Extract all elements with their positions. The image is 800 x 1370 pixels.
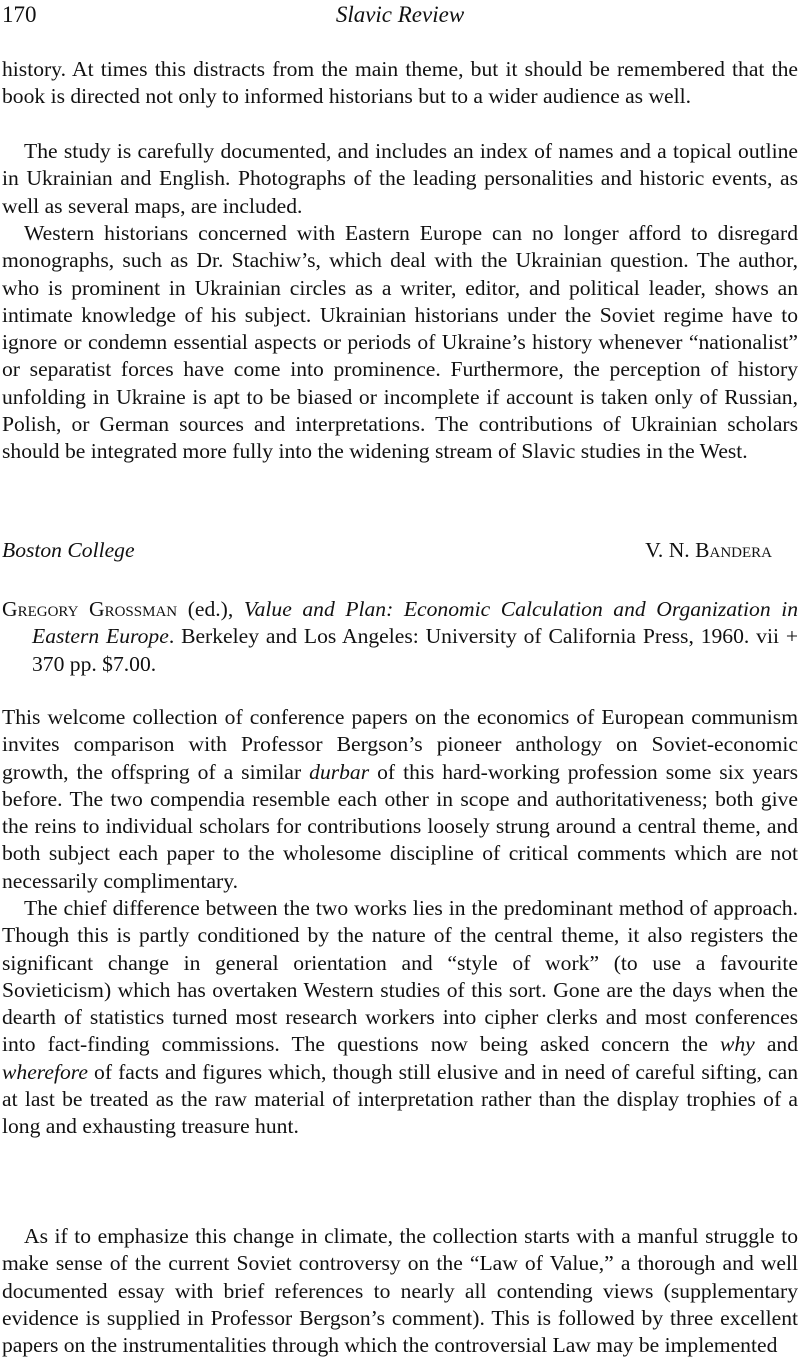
emphasis: wherefore bbox=[2, 1059, 88, 1084]
page-header bbox=[0, 0, 800, 36]
text: The chief difference between the two works lies in the predominant method of approach. Though this is partly conditioned by the nature of the central theme, it also registers the significant change in general orientation and “style of work” (to use a favourite Sovieticism) which has overtaken Western studies of this sort. Gone are the days when the dearth of statistics turned most research workers into cipher clerks and most conferences into fact-finding commissions. The questions now being asked concern the bbox=[2, 896, 798, 1057]
journal-title: Slavic Review bbox=[335, 2, 465, 27]
text: This welcome collection of conference papers on the economics of European communism invites comparison with Professor Bergson’s pioneer anthology on Soviet-economic growth, the offspring of a similar bbox=[2, 705, 798, 784]
emphasis: durbar bbox=[309, 759, 370, 784]
review1-paragraph-3: Western historians concerned with Eastern Europe can no longer afford to disregard monographs, such as Dr. Stachiw’s, which deal with the Ukrainian question. The author, who is prominent in Ukrainian circles as a writer, editor, and political leader, shows an intimate knowledge of his subject. Ukrainian historians under the Soviet regime have to ignore or condemn essential aspects or periods of Ukraine’s history whenever “nationalist” or separatist forces have come into prominence. Furthermore, the perception of history unfolding in Ukraine is apt to be biased or incomplete if account is taken only of Russian, Polish, or German sources and interpretations. The contributions of Ukrainian scholars should be integrated more fully into the widening stream of Slavic studies in the West. bbox=[2, 221, 798, 464]
review1-paragraph-1: history. At times this distracts from the main theme, but it should be remembered that the book is directed not only to informed historians but to a wider audience as well. bbox=[2, 57, 798, 109]
book-title: Value and Plan: Economic Calculation and Organization in Eastern Europe bbox=[32, 597, 798, 649]
editor-note: (ed.), bbox=[177, 597, 244, 621]
review2-paragraph-1 bbox=[2, 704, 798, 895]
book-citation bbox=[2, 596, 798, 678]
reviewer-institution: Boston College bbox=[2, 538, 135, 562]
publication-info: . Berkeley and Los Angeles: University of California Press, 1960. vii + 370 pp. $7.00. bbox=[32, 624, 798, 676]
emphasis: why bbox=[719, 1032, 755, 1057]
reviewer-name: V. N. Bandera bbox=[645, 538, 772, 562]
text: of this hard-working profession some six years before. The two compendia resemble each other in scope and authoritativeness; both give the reins to individual scholars for contributions loosely strung around a central theme, and both subject each paper to the wholesome discipline of critical comments which are not necessarily complimentary. bbox=[2, 759, 798, 893]
review1-signature bbox=[2, 538, 796, 563]
book-author: Gregory Grossman bbox=[2, 597, 178, 621]
page-number: 170 bbox=[2, 2, 37, 27]
review2-paragraph-2 bbox=[2, 895, 798, 1141]
review1-paragraph-2: The study is carefully documented, and includes an index of names and a topical outline in Ukrainian and English. Photographs of the leading personalities and historic events, as well as several maps, are included. bbox=[2, 139, 798, 218]
text: of facts and figures which, though still elusive and in need of careful sifting, can at last be treated as the raw material of interpretation rather than the display trophies of a long and exhausting treasure hunt. bbox=[2, 1059, 798, 1139]
review2-paragraph-3: As if to emphasize this change in climate, the collection starts with a manful struggle to make sense of the current Soviet controversy on the “Law of Value,” a thorough and well documented essay with brief references to nearly all contending views (supplementary evidence is supplied in Professor Bergson’s comment). This is followed by three excellent papers on the instrumentalities through which the controversial Law may be implemented bbox=[2, 1224, 798, 1358]
text: and bbox=[754, 1032, 799, 1057]
